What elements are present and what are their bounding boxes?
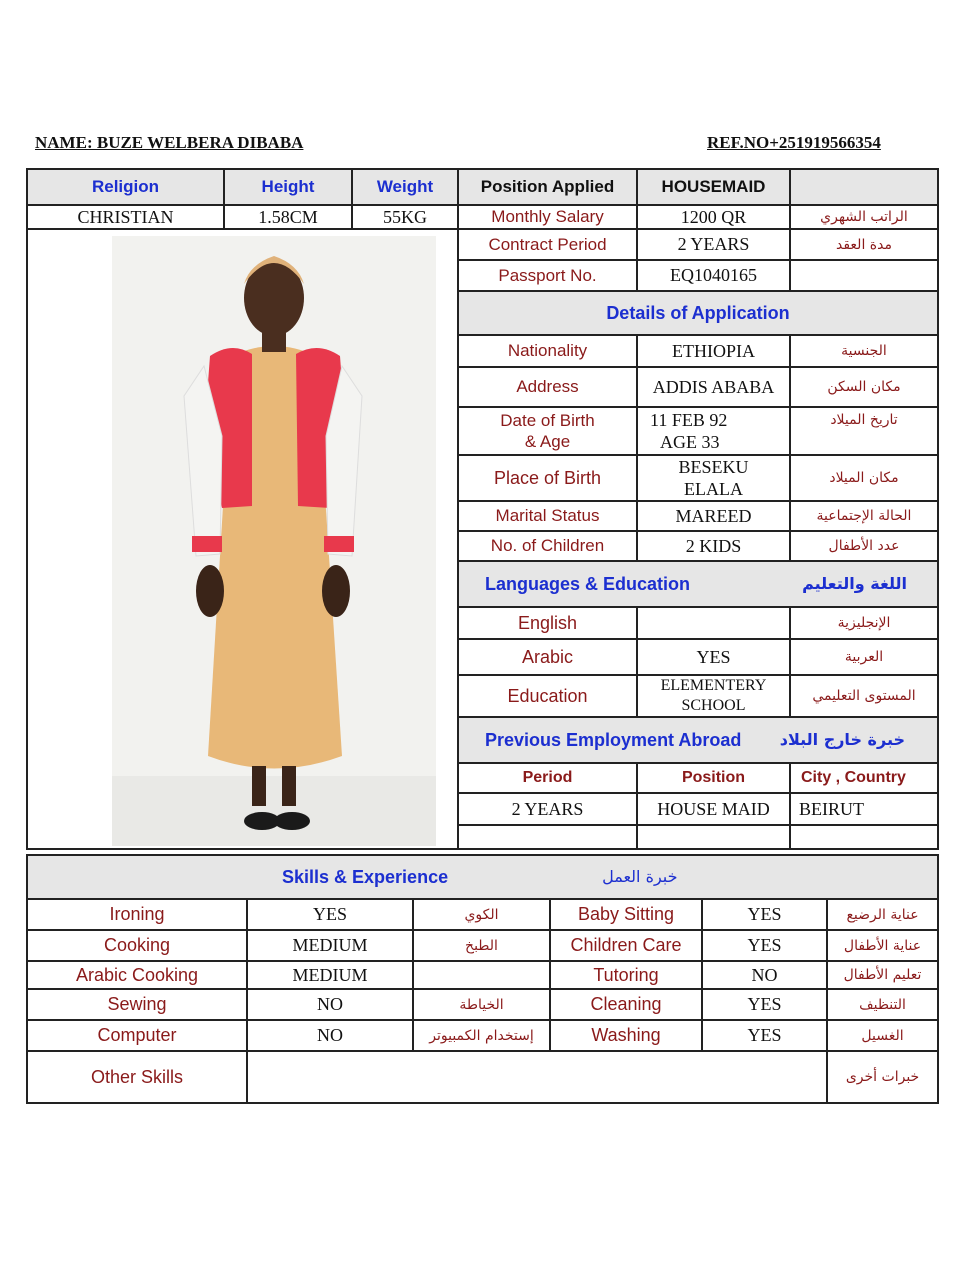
employment-country-value: BEIRUT [790,793,938,825]
skill-value: YES [702,899,827,930]
empty-cell [458,825,637,849]
address-value: ADDIS ABABA [637,367,790,407]
pob-cell [637,455,790,501]
reference-number: REF.NO+251919566354 [707,133,881,152]
skill-label: Baby Sitting [550,899,702,930]
education-cell [637,675,790,717]
skill-label: Sewing [27,989,247,1020]
marital-arabic: الحالة الإجتماعية [790,501,938,531]
salary-arabic: الراتب الشهري [790,205,938,229]
position-applied-label: Position Applied [458,169,637,205]
dob-value: 11 FEB 92 [650,410,728,430]
skill-value: YES [702,930,827,961]
dob-cell [637,407,790,455]
children-arabic: عدد الأطفال [790,531,938,561]
skill-label: Washing [550,1020,702,1051]
skills-table [26,854,939,1104]
children-value: 2 KIDS [637,531,790,561]
contract-period-arabic: مدة العقد [790,229,938,260]
contract-period-label: Contract Period [458,229,637,260]
skill-arabic: الكوي [413,899,550,930]
english-label: English [458,607,637,639]
pob-value-line2: ELALA [684,479,743,499]
nationality-value: ETHIOPIA [637,335,790,367]
languages-title: Languages & Education [485,573,691,594]
children-label: No. of Children [458,531,637,561]
dob-label [458,407,637,455]
skill-arabic: عناية الأطفال [827,930,938,961]
languages-title-arabic: اللغة والتعليم [802,573,907,593]
other-skills-label: Other Skills [27,1051,247,1103]
address-arabic: مكان السكن [790,367,938,407]
empty-cell [637,825,790,849]
skill-label: Children Care [550,930,702,961]
employment-title-arabic: خبرة خارج البلاد [779,729,905,749]
age-value: AGE 33 [660,432,720,452]
employment-period-header: Period [458,763,637,793]
skill-value: YES [247,899,413,930]
details-section-title: Details of Application [458,291,938,335]
skill-value: YES [702,989,827,1020]
candidate-photo-illustration [112,236,436,846]
empty-cell [790,825,938,849]
skill-row [27,930,938,961]
skill-arabic: التنظيف [827,989,938,1020]
candidate-name: NAME: BUZE WELBERA DIBABA [35,133,304,152]
salary-value: 1200 QR [637,205,790,229]
pob-arabic: مكان الميلاد [790,455,938,501]
nationality-label: Nationality [458,335,637,367]
empty-cell [790,169,938,205]
skill-arabic [413,961,550,989]
employment-country-header: City , Country [790,763,938,793]
pob-value-line1: BESEKU [678,457,749,477]
skill-row [27,1020,938,1051]
english-arabic: الإنجليزية [790,607,938,639]
other-skills-arabic: خبرات أخرى [827,1051,938,1103]
employment-title: Previous Employment Abroad [485,729,742,750]
dob-arabic: تاريخ الميلاد [790,407,938,455]
skill-arabic: تعليم الأطفال [827,961,938,989]
education-value-line2: SCHOOL [681,697,746,714]
skills-section-title [27,855,938,899]
skill-row [27,989,938,1020]
skill-arabic: الخياطة [413,989,550,1020]
salary-label: Monthly Salary [458,205,637,229]
skill-value: NO [702,961,827,989]
arabic-label: Arabic [458,639,637,675]
education-label: Education [458,675,637,717]
skill-arabic: عناية الرضيع [827,899,938,930]
skill-row [27,899,938,930]
pob-label: Place of Birth [458,455,637,501]
position-applied-value: HOUSEMAID [637,169,790,205]
religion-value: CHRISTIAN [27,205,224,229]
height-header: Height [224,169,352,205]
other-skills-value [247,1051,827,1103]
contract-period-value: 2 YEARS [637,229,790,260]
skill-value: MEDIUM [247,930,413,961]
skill-row [27,961,938,989]
skill-label: Tutoring [550,961,702,989]
weight-header: Weight [352,169,458,205]
skill-label: Cooking [27,930,247,961]
skill-label: Ironing [27,899,247,930]
skill-value: YES [702,1020,827,1051]
address-label: Address [458,367,637,407]
marital-value: MAREED [637,501,790,531]
skills-title: Skills & Experience [282,866,449,887]
skill-value: NO [247,989,413,1020]
empty-cell [790,260,938,291]
english-value [637,607,790,639]
employment-period-value: 2 YEARS [458,793,637,825]
skill-arabic: الطبخ [413,930,550,961]
skill-label: Arabic Cooking [27,961,247,989]
weight-value: 55KG [352,205,458,229]
skill-arabic: الغسيل [827,1020,938,1051]
dob-label-line2: & Age [524,432,571,451]
marital-label: Marital Status [458,501,637,531]
height-value: 1.58CM [224,205,352,229]
passport-value: EQ1040165 [637,260,790,291]
candidate-photo [112,236,436,846]
nationality-arabic: الجنسية [790,335,938,367]
arabic-value: YES [637,639,790,675]
skill-label: Cleaning [550,989,702,1020]
dob-label-line1: Date of Birth [500,411,595,430]
education-value-line1: ELEMENTERY [660,677,767,694]
religion-header: Religion [27,169,224,205]
skills-title-arabic: خبرة العمل [602,866,678,886]
employment-position-value: HOUSE MAID [637,793,790,825]
employment-section-title [458,717,938,763]
languages-section-title [458,561,938,607]
employment-position-header: Position [637,763,790,793]
passport-label: Passport No. [458,260,637,291]
skill-arabic: إستخدام الكمبيوتر [413,1020,550,1051]
skill-value: NO [247,1020,413,1051]
education-arabic: المستوى التعليمي [790,675,938,717]
arabic-arabic: العربية [790,639,938,675]
skill-value: MEDIUM [247,961,413,989]
skill-label: Computer [27,1020,247,1051]
